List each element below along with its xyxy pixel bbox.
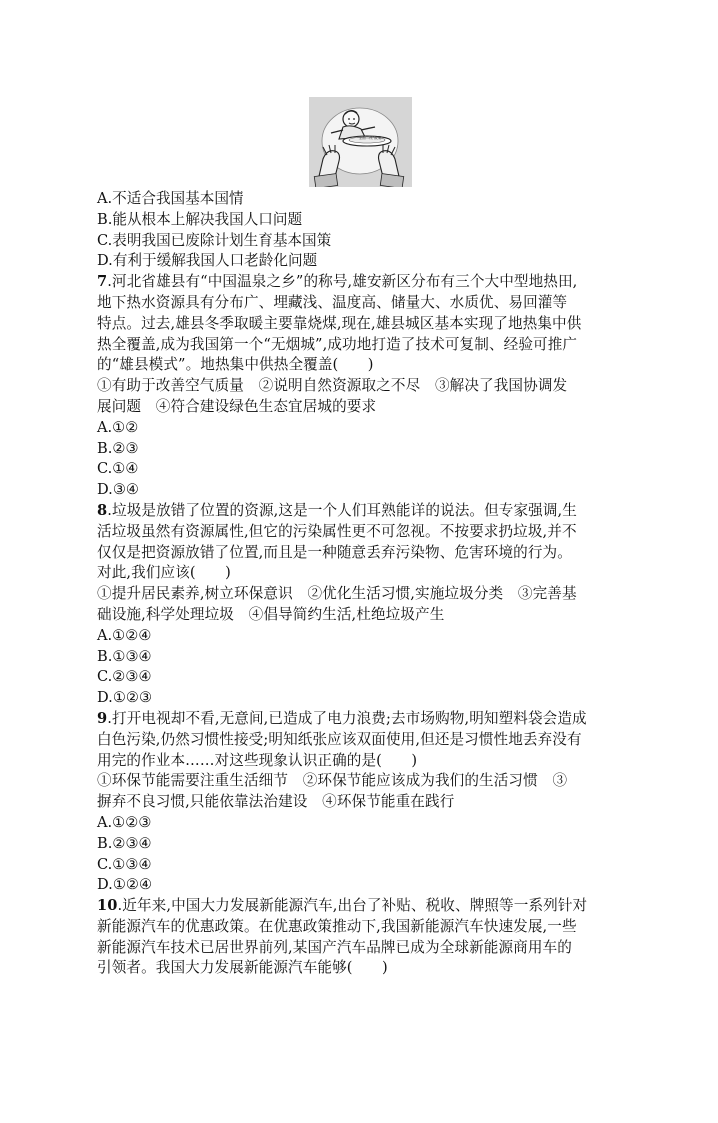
question-number: 7 — [97, 273, 108, 291]
question-stem-line: 对此,我们应该( ) — [97, 564, 231, 582]
option-b: B.②③ — [97, 439, 139, 457]
plate-label: "全面二孩"政策 — [357, 136, 382, 140]
question-stem-line: 活垃圾虽然有资源属性,但它的污染属性更不可忽视。不按要求扔垃圾,并不 — [97, 522, 577, 540]
statements-line: ①环保节能需要注重生活细节 ②环保节能应该成为我们的生活习惯 ③ — [97, 772, 568, 790]
option-c: C.表明我国已废除计划生育基本国策 — [97, 231, 332, 249]
option-d: D.有利于缓解我国人口老龄化问题 — [97, 252, 318, 270]
figure-area — [97, 97, 627, 189]
statements-line: 摒弃不良习惯,只能依靠法治建设 ④环保节能重在践行 — [97, 793, 455, 811]
statements-line: ①有助于改善空气质量 ②说明自然资源取之不尽 ③解决了我国协调发 — [97, 377, 568, 395]
option-b: B.能从根本上解决我国人口问题 — [97, 210, 303, 228]
option-c: C.②③④ — [97, 668, 152, 686]
statements-line: 展问题 ④符合建设绿色生态宜居城的要求 — [97, 397, 377, 415]
option-a: A.不适合我国基本国情 — [97, 190, 244, 207]
option-b: B.①③④ — [97, 647, 152, 665]
prev-question-options — [97, 189, 627, 272]
question-stem-line: 新能源汽车技术已居世界前列,某国产汽车品牌已成为全球新能源商用车的 — [97, 938, 572, 956]
question-stem-line: 引领者。我国大力发展新能源汽车能够( ) — [97, 959, 388, 977]
question-stem-line: 的“雄县模式”。地热集中供热全覆盖( ) — [97, 356, 374, 374]
question-number: 8 — [97, 501, 108, 519]
question-number: 9 — [97, 709, 108, 727]
option-c: C.①③④ — [97, 855, 152, 873]
question-10 — [97, 896, 627, 979]
question-stem-line: 白色污染,仍然习惯性接受;明知纸张应该双面使用,但还是习惯性地丢弃没有 — [97, 730, 582, 748]
question-stem-line: .近年来,中国大力发展新能源汽车,出台了补贴、税收、牌照等一系列针对 — [117, 897, 588, 915]
question-9 — [97, 709, 627, 896]
question-7 — [97, 272, 627, 501]
option-c: C.①④ — [97, 460, 139, 478]
cartoon-illustration — [309, 97, 412, 187]
question-stem-line: 新能源汽车的优惠政策。在优惠政策推动下,我国新能源汽车快速发展,一些 — [97, 917, 577, 935]
question-stem-line: 热全覆盖,成为我国第一个“无烟城”,成功地打造了技术可复制、经验可推广 — [97, 335, 578, 353]
question-stem-line: .打开电视却不看,无意间,已造成了电力浪费;去市场购物,明知塑料袋会造成 — [107, 709, 587, 727]
question-stem-line: 用完的作业本……对这些现象认识正确的是( ) — [97, 751, 418, 769]
exam-page — [97, 97, 627, 979]
question-stem-line: 特点。过去,雄县冬季取暖主要靠烧煤,现在,雄县城区基本实现了地热集中供 — [97, 314, 582, 332]
option-d: D.③④ — [97, 481, 139, 499]
question-stem-line: 仅仅是把资源放错了位置,而且是一种随意丢弃污染物、危害环境的行为。 — [97, 543, 572, 561]
option-a: A.①②③ — [97, 813, 152, 831]
cartoon-illustration-icon — [309, 97, 412, 187]
question-number: 10 — [97, 897, 118, 915]
statements-line: 础设施,科学处理垃圾 ④倡导简约生活,杜绝垃圾产生 — [97, 605, 445, 623]
question-stem-line: .垃圾是放错了位置的资源,这是一个人们耳熟能详的说法。但专家强调,生 — [107, 501, 577, 519]
option-a: A.①② — [97, 418, 139, 436]
option-b: B.②③④ — [97, 834, 152, 852]
question-stem-line: 地下热水资源具有分布广、埋藏浅、温度高、储量大、水质优、易回灌等 — [97, 293, 568, 311]
statements-line: ①提升居民素养,树立环保意识 ②优化生活习惯,实施垃圾分类 ③完善基 — [97, 585, 577, 603]
option-a: A.①②④ — [97, 626, 152, 644]
option-d: D.①②③ — [97, 689, 153, 707]
question-stem-line: .河北省雄县有“中国温泉之乡”的称号,雄安新区分布有三个大中型地热田, — [107, 273, 578, 291]
option-d: D.①②④ — [97, 876, 153, 894]
question-8 — [97, 501, 627, 709]
